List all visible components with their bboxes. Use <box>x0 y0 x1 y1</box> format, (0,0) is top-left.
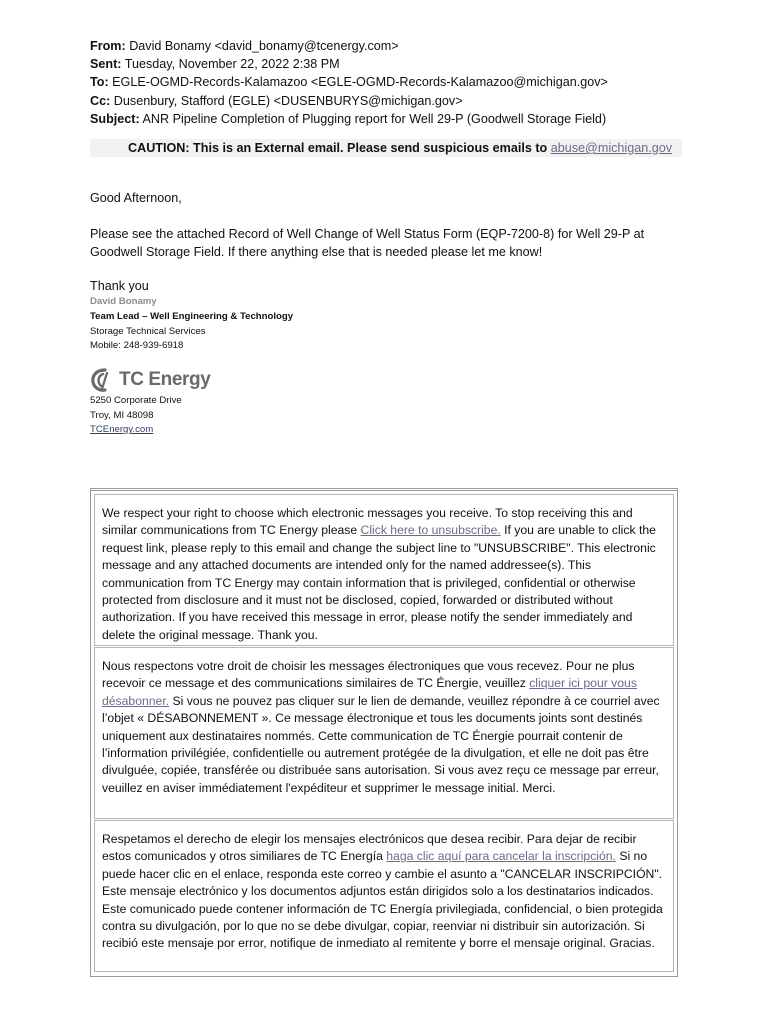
message-line-2: Goodwell Storage Field. If there anything else that is needed please let me know! <box>90 245 543 260</box>
message-body <box>90 225 670 261</box>
disclaimer-english-text <box>95 495 673 644</box>
unsubscribe-link-fr[interactable]: cliquer ici pour vous désabonner. <box>102 676 637 708</box>
subject-label: Subject: <box>90 111 140 126</box>
disclaimer-spanish <box>94 820 674 972</box>
signature-department: Storage Technical Services <box>90 325 206 337</box>
signature-title: Team Lead – Well Engineering & Technology <box>90 311 294 322</box>
tc-energy-logo <box>90 365 210 395</box>
thank-you: Thank you <box>90 279 149 293</box>
message-line-1: Please see the attached Record of Well Change of Well Status Form (EQP-7200-8) for Well 29-P at <box>90 227 645 241</box>
to-row <box>90 73 608 91</box>
greeting: Good Afternoon, <box>90 191 182 205</box>
disclaimer-es-after: Si no puede hacer clic en el enlace, responda este correo y cambie el asunto a "CANCELAR INSCRIPCIÓN". Este mensaje electrónico y los documentos adjuntos están dirigidos solo a los destinatarios indicados. Este comunicado puede contener información de TC Energía privilegiada, confidencial, o bien protegida contra su divulgación, por lo que no se debe divulgar, copiar, reenviar ni distribuir sin autorización. Si recibió este mensaje por error, notifique de inmediato al remitente y borre el mensaje original. Gracias. <box>102 849 663 951</box>
abuse-email-link[interactable]: abuse@michigan.gov <box>550 141 673 155</box>
disclaimer-fr-after: Si vous ne pouvez pas cliquer sur le lien de demande, veuillez répondre à ce courriel avec l’objet « DÉSABONNEMENT ». Ce message électronique et tous les documents joints sont destinés uniquement aux destinataires nommés. Cette communication de TC Énergie pourrait contenir de l’information privilégiée, confidentielle ou autrement protégée de la divulgation, et elle ne doit pas être divulguée, copiée, transférée ou distribuée sans autorisation. Si vous avez reçu ce message par erreur, veuillez en aviser immédiatement l'expéditeur et supprimer le message initial. Merci. <box>102 693 660 795</box>
cc-label: Cc: <box>90 93 111 108</box>
to-label: To: <box>90 75 109 90</box>
address-line-1: 5250 Corporate Drive <box>90 395 182 406</box>
company-address <box>90 394 182 438</box>
logo-wordmark: TC Energy <box>119 369 211 390</box>
email-header <box>90 37 608 128</box>
caution-text-wrap <box>128 139 672 157</box>
sent-row <box>90 55 608 73</box>
from-value: David Bonamy <david_bonamy@tcenergy.com> <box>129 39 399 53</box>
sent-label: Sent: <box>90 57 122 72</box>
from-label: From: <box>90 39 126 53</box>
cc-value: Dusenbury, Stafford (EGLE) <DUSENBURYS@michigan.gov> <box>113 93 463 108</box>
caution-banner <box>90 139 682 157</box>
address-line-2: Troy, MI 48098 <box>90 409 154 421</box>
website-link[interactable]: TCEnergy.com <box>90 424 154 436</box>
disclaimer-french-text <box>95 648 673 797</box>
tc-energy-swirl-icon <box>90 367 114 393</box>
sent-value: Tuesday, November 22, 2022 2:38 PM <box>124 57 340 72</box>
subject-row <box>90 110 608 128</box>
disclaimer-en-after: If you are unable to click the request link, please reply to this email and change the subject line to "UNSUBSCRIBE". This electronic message and any attached documents are intended only for the named addressee(s). This communication from TC Energy may contain information that is privileged, confidential or otherwise protected from disclosure and it must not be disclosed, copied, forwarded or distributed without authorization. If you have received this message in error, please notify the sender immediately and delete the original message. Thank you. <box>102 523 656 642</box>
disclaimer-en-before: We respect your right to choose which electronic messages you receive. To stop receiving this and similar communications from TC Energy please <box>102 506 633 538</box>
signature-mobile: Mobile: 248-939-6918 <box>90 340 184 352</box>
subject-value: ANR Pipeline Completion of Plugging report for Well 29-P (Goodwell Storage Field) <box>142 111 607 126</box>
to-value: EGLE-OGMD-Records-Kalamazoo <EGLE-OGMD-Records-Kalamazoo@michigan.gov> <box>112 75 608 90</box>
caution-text: CAUTION: This is an External email. Please send suspicious emails to <box>128 141 551 155</box>
disclaimer-spanish-text <box>95 821 673 953</box>
unsubscribe-link-es[interactable]: haga clic aquí para cancelar la inscripción. <box>386 849 616 864</box>
signature-block <box>90 310 293 354</box>
from-row <box>90 37 608 55</box>
disclaimer-english <box>94 494 674 646</box>
disclaimer-fr-before: Nous respectons votre droit de choisir les messages électroniques que vous recevez. Pour ne plus recevoir ce message et des communications similaires de TC Énergie, veuillez <box>102 659 635 691</box>
disclaimer-french <box>94 647 674 819</box>
disclaimer-box <box>90 488 678 977</box>
disclaimer-es-before: Respetamos el derecho de elegir los mensajes electrónicos que desea recibir. Para dejar de recibir estos comunicados y otros similiares de TC Energía <box>102 832 637 864</box>
signature-name: David Bonamy <box>90 296 157 307</box>
unsubscribe-link-en[interactable]: Click here to unsubscribe. <box>360 523 501 538</box>
cc-row <box>90 92 608 110</box>
